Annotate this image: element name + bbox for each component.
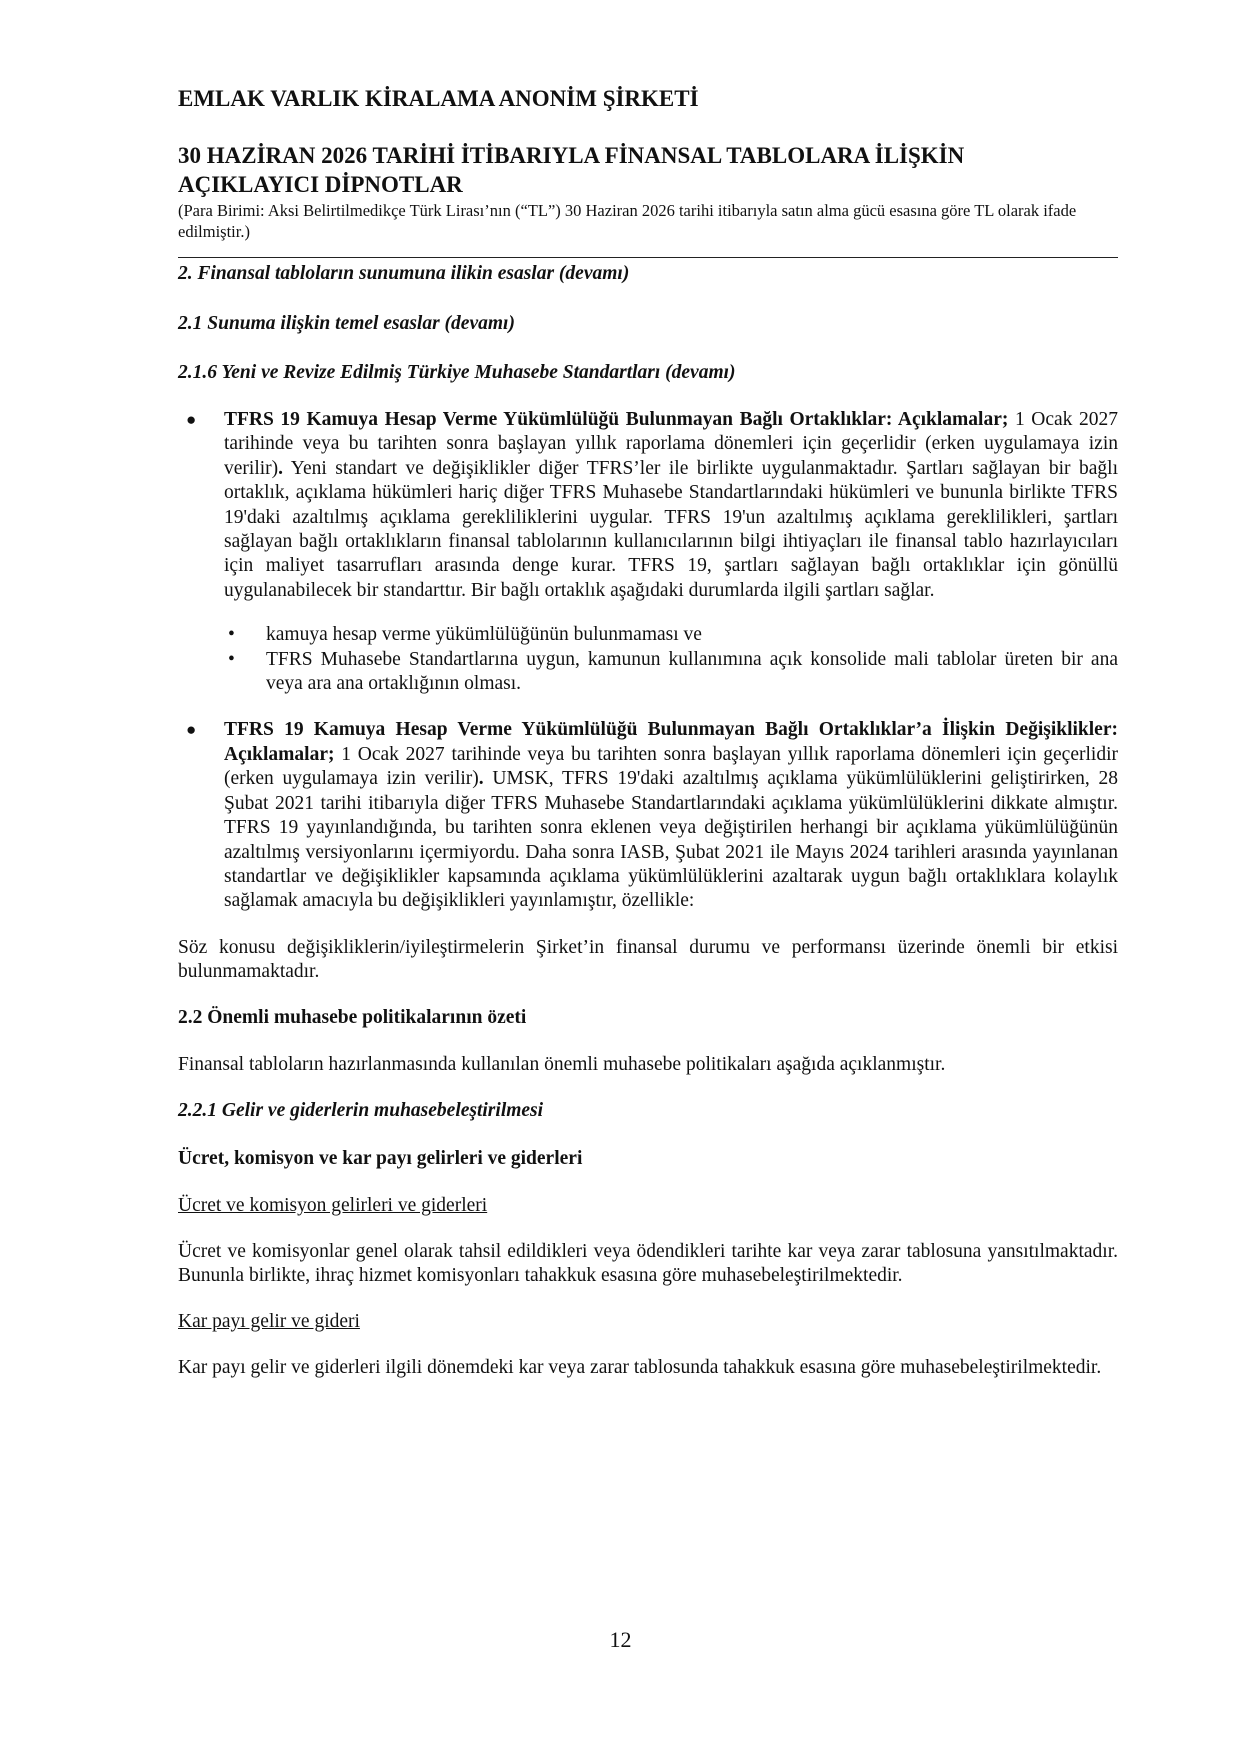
bullet-amendments-body-b: UMSK, TFRS 19'daki azaltılmış açıklama yükümlülüklerini geliştirirken, 28 Şubat 2021 tarihi itibarıyla diğer TFRS Muhasebe Standartlarındaki açıklama yükümlülüklerini dikkate almıştır. TFRS 19 yayınlandığında, bu tarihten sonra eklenen veya değiştirilen herhangi bir açıklama yükümlülüğünün azaltılmış versiyonlarını içermiyordu. Daha sonra IASB, Şubat 2021 ile Mayıs 2024 tarihleri arasında yayınlanan standartlar ve değişiklikler kapsamında açıklama yükümlülüklerini azaltarak uygun bağlı ortaklıklara kolaylık sağlamak amacıyla bu değişiklikleri yayınlamıştır, özellikle: [224,768,1118,912]
report-title-line2: AÇIKLAYICI DİPNOTLAR [178,172,463,197]
bullet-amendments-body-a: 1 Ocak 2027 tarihinde veya bu tarihten sonra başlayan yıllık raporlama dönemleri için geçerlidir (erken uygulamaya izin verilir) [224,743,1118,790]
section-heading-2-2-1: 2.2.1 Gelir ve giderlerin muhasebeleştirilmesi [178,1099,544,1121]
sub-bullet-item [224,623,1118,647]
section-heading-2-2: 2.2 Önemli muhasebe politikalarının özeti [178,1006,527,1028]
company-name: EMLAK VARLIK KİRALAMA ANONİM ŞİRKETİ [178,86,699,111]
sub-bullet-text-1: kamuya hesap verme yükümlülüğünün bulunmaması ve [266,624,702,646]
page-content [178,84,1118,1380]
bullet-tfrs19 [178,408,1118,603]
bullet-tfrs19-dot: . [278,457,284,479]
sub-bullet-text-2: TFRS Muhasebe Standartlarına uygun, kamunun kullanımına açık konsolide mali tablolar üreten bir ana veya ara ana ortaklığının olması. [266,648,1118,695]
fee-commission-title: Ücret ve komisyon gelirleri ve giderleri [178,1194,488,1216]
bullet-tfrs19-title: TFRS 19 Kamuya Hesap Verme Yükümlülüğü Bulunmayan Bağlı Ortaklıklar: Açıklamalar; [224,409,1009,430]
dividend-title: Kar payı gelir ve gideri [178,1310,360,1332]
income-expense-heading: Ücret, komisyon ve kar payı gelirleri ve giderleri [178,1147,583,1169]
report-title-line1: 30 HAZİRAN 2026 TARİHİ İTİBARIYLA FİNANSAL TABLOLARA İLİŞKİN [178,143,965,168]
bullet-tfrs19-amendments [178,718,1118,913]
conclusion-paragraph: Söz konusu değişikliklerin/iyileştirmelerin Şirket’in finansal durumu ve performansı üzerinde önemli bir etkisi bulunmamaktadır. [178,936,1118,983]
bullet-tfrs19-amendments-text [224,718,1118,913]
policies-intro: Finansal tabloların hazırlanmasında kullanılan önemli muhasebe politikaları aşağıda açıklanmıştır. [178,1053,946,1075]
sub-bullet-item [224,648,1118,697]
bullet-amendments-title: TFRS 19 Kamuya Hesap Verme Yükümlülüğü Bulunmayan Bağlı Ortaklıklar’a İlişkin Değişiklikler: Açıklamalar; [224,719,1118,765]
bullet-amendments-dot: . [478,768,484,790]
bullet-tfrs19-body-a: 1 Ocak 2027 tarihinde veya bu tarihten sonra başlayan yıllık raporlama dönemleri için geçerlidir (erken uygulamaya izin verilir) [224,409,1118,479]
currency-note: (Para Birimi: Aksi Belirtilmedikçe Türk Lirası’nın (“TL”) 30 Haziran 2026 tarihi itibarıyla satın alma gücü esasına göre TL olarak ifade edilmiştir.) [178,201,1077,241]
section-heading-2-1: 2.1 Sunuma ilişkin temel esaslar (devamı) [178,313,515,334]
bullet-marker: ● [186,720,197,740]
header-divider [178,257,1118,258]
bullet-marker: ● [186,410,197,429]
fee-commission-text: Ücret ve komisyonlar genel olarak tahsil edildikleri veya ödendikleri tarihte kar veya zarar tablosuna yansıtılmaktadır. Bununla birlikte, ihraç hizmet komisyonları tahakkuk esasına göre muhasebeleştirilmektedir. [178,1240,1118,1287]
sub-bullet-marker: • [228,648,235,670]
dividend-text: Kar payı gelir ve giderleri ilgili dönemdeki kar veya zarar tablosunda tahakkuk esasına göre muhasebeleştirilmektedir. [178,1356,1102,1378]
report-title [178,141,1118,199]
sub-bullet-marker: • [228,624,235,646]
page-number: 12 [609,1627,632,1652]
section-heading-2-1-6: 2.1.6 Yeni ve Revize Edilmiş Türkiye Muhasebe Standartları (devamı) [178,362,736,383]
section-heading-2: 2. Finansal tabloların sunumuna ilikin esaslar (devamı) [178,263,630,284]
bullet-tfrs19-body-b: Yeni standart ve değişiklikler diğer TFRS’ler ile birlikte uygulanmaktadır. Şartları sağlayan bir bağlı ortaklık, açıklama hükümleri hariç diğer TFRS Muhasebe Standartlarındaki hükümleri ve bununla birlikte TFRS 19'daki azaltılmış açıklama gerekliliklerini uygular. TFRS 19'un azaltılmış açıklama gereklilikleri, şartları sağlayan bağlı ortaklıkların finansal tablolarının kullanıcılarının bilgi ihtiyaçları ile finansal tablo hazırlayıcıları için maliyet tasarrufları arasında denge kurar. TFRS 19, şartları sağlayan bağlı ortaklıklar için gönüllü uygulanabilecek bir standarttır. Bir bağlı ortaklık aşağıdaki durumlarda ilgili şartları sağlar. [224,457,1118,601]
bullet-tfrs19-text [224,408,1118,603]
